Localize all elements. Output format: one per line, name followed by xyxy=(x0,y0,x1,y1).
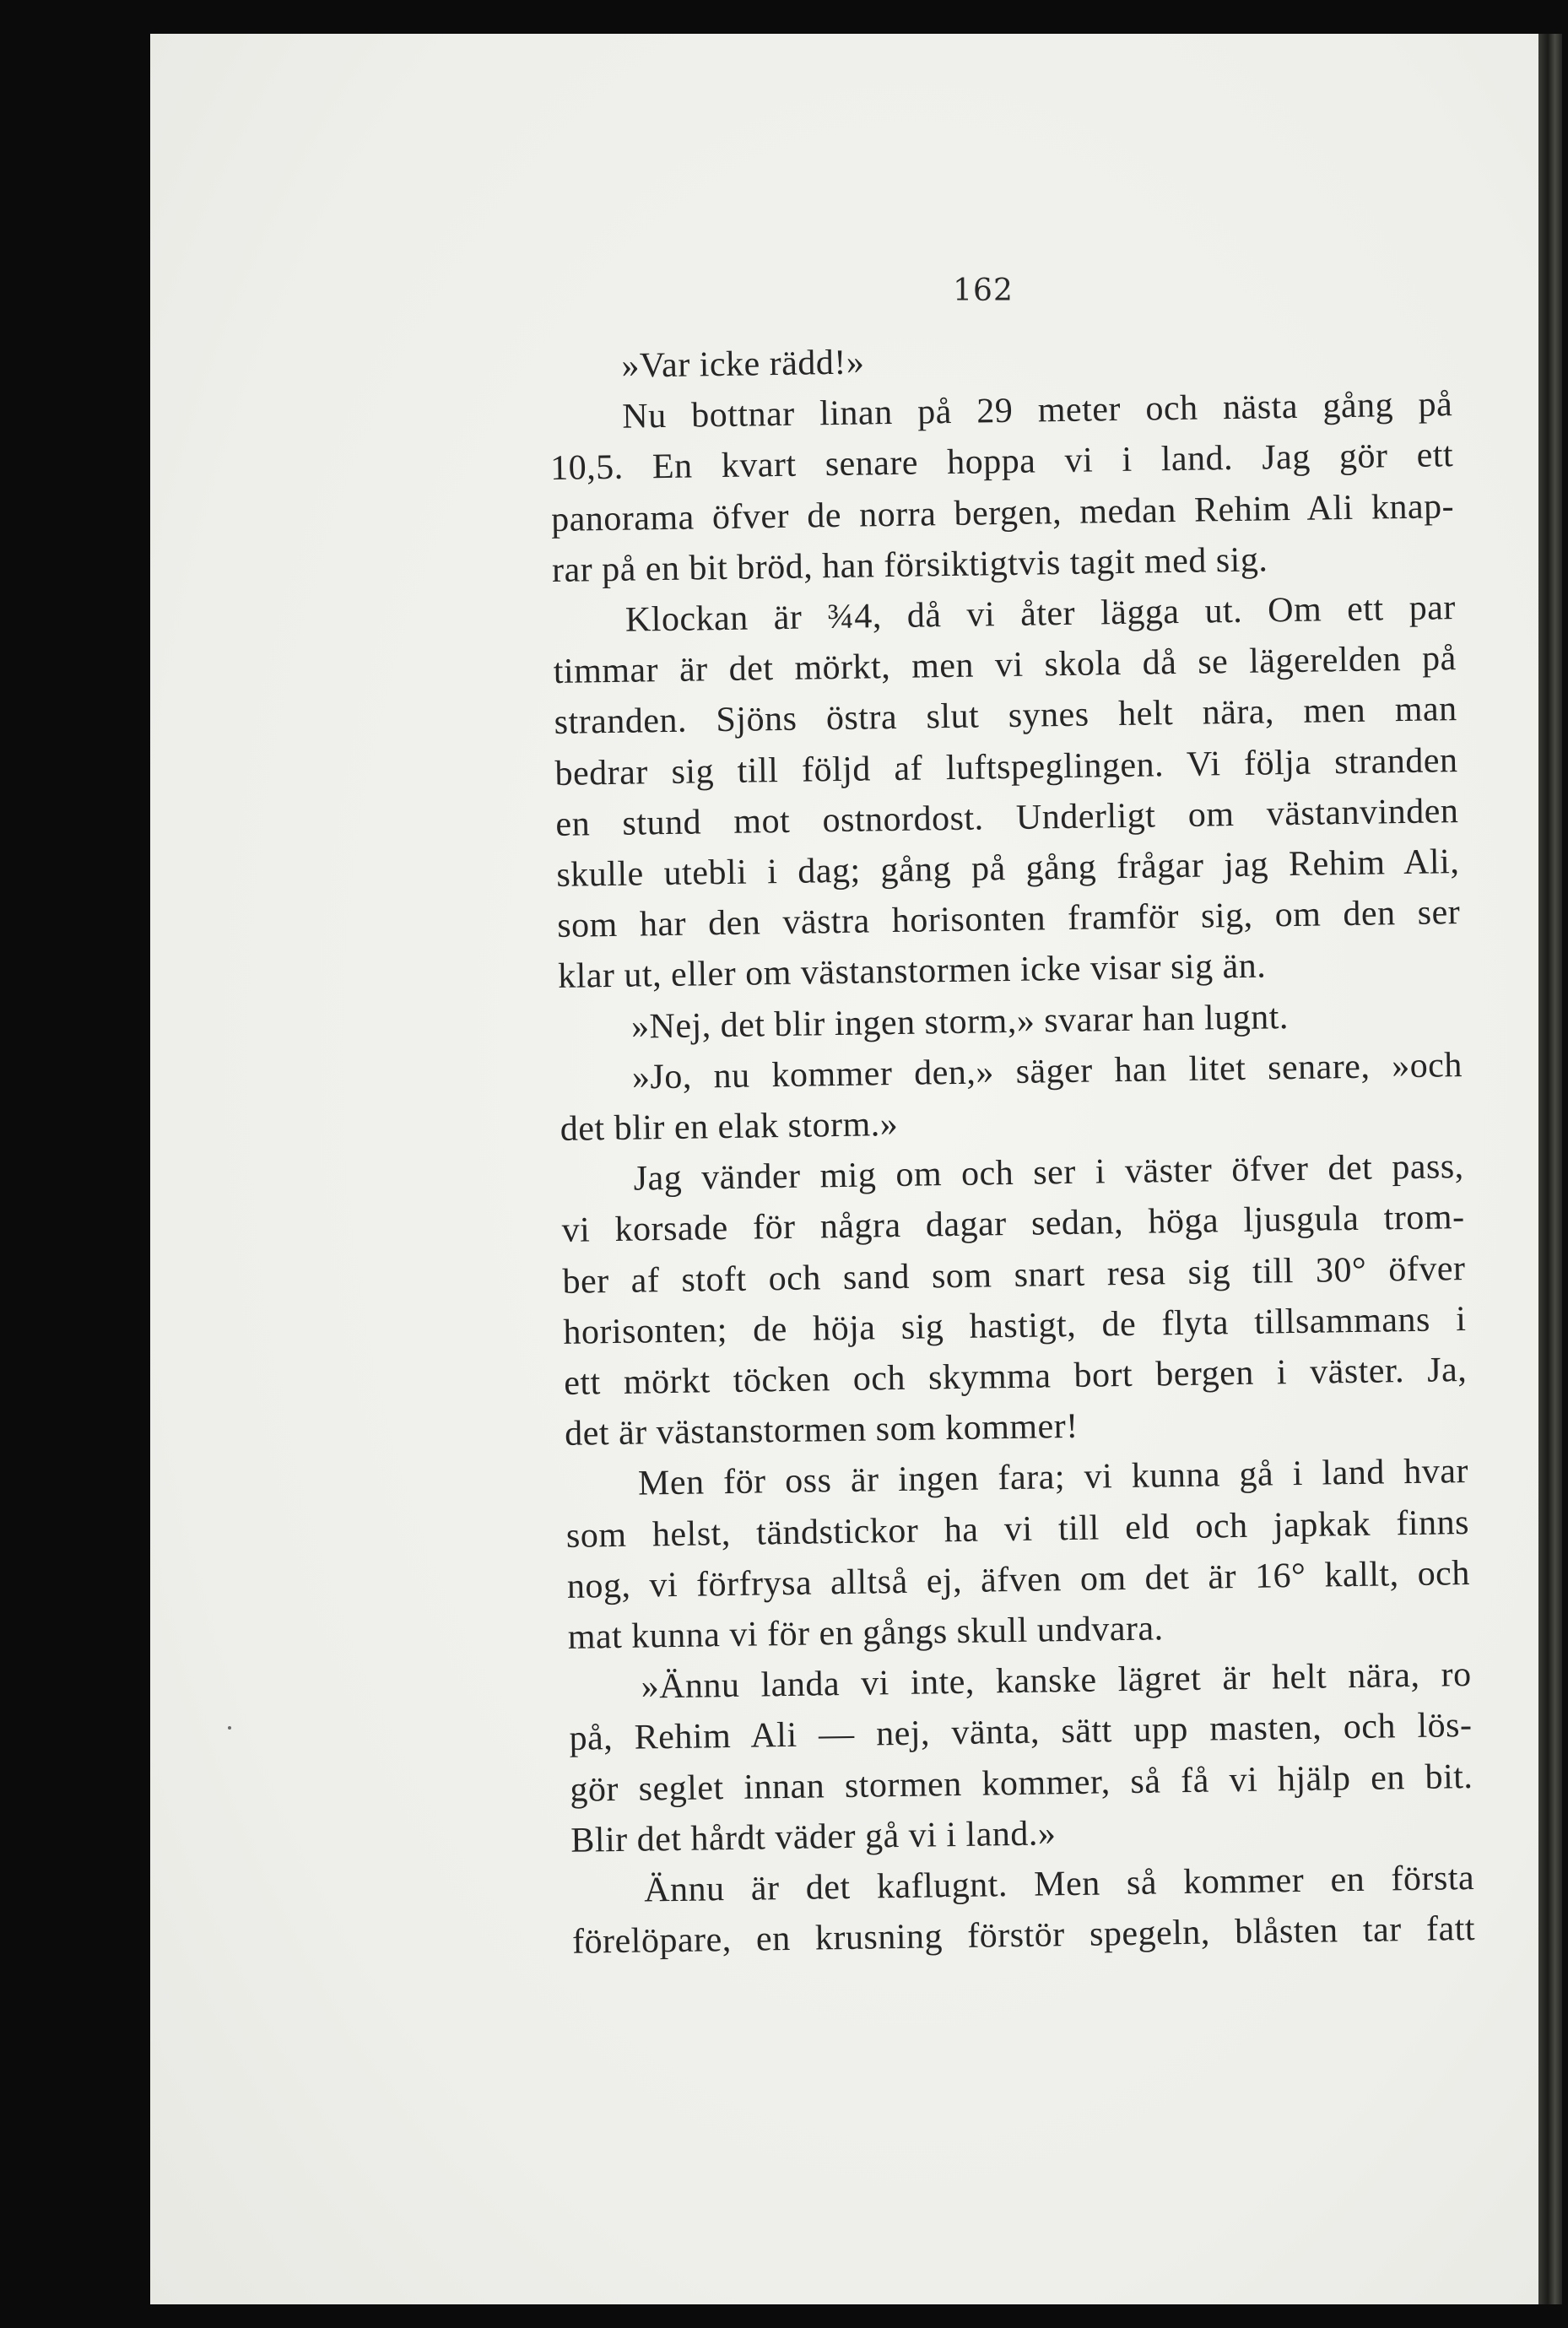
text-line: »Jo, nu kommer den,» säger han litet senare, »och xyxy=(631,1045,1463,1097)
text-line: Men för oss är ingen fara; vi kunna gå i land hvar xyxy=(637,1452,1469,1504)
body-text xyxy=(549,328,1475,1968)
text-line: »Var icke rädd!» xyxy=(621,343,865,386)
text-line: mat kunna vi för en gångs skull undvara. xyxy=(567,1609,1164,1657)
text-line: Jag vänder mig om och ser i väster öfver det pass, xyxy=(633,1147,1464,1199)
text-line: gör seglet innan stormen kommer, så få vi hjälp en bit. xyxy=(570,1757,1473,1810)
text-line: på, Rehim Ali — nej, vänta, sätt upp masten, och lös- xyxy=(569,1706,1473,1759)
text-line: 10,5. En kvart senare hoppa vi i land. Jag gör ett xyxy=(549,436,1454,489)
paper-speck xyxy=(228,1726,231,1730)
text-line: en stund mot ostnordost. Underligt om västanvinden xyxy=(555,791,1459,844)
text-line: Ännu är det kaflugnt. Men så kommer en första xyxy=(643,1859,1475,1910)
text-line: skulle utebli i dag; gång på gång frågar jag Rehim Ali, xyxy=(556,842,1460,895)
text-line: det blir en elak storm.» xyxy=(560,1105,899,1149)
text-line: nog, vi förfrysa alltså ej, äfven om det är 16° kallt, och xyxy=(566,1553,1471,1606)
text-line: ett mörkt töcken och skymma bort bergen i väster. Ja, xyxy=(563,1351,1468,1403)
text-line: Nu bottnar linan på 29 meter och nästa gång på xyxy=(621,385,1453,436)
text-line: Klockan är ¾4, då vi åter lägga ut. Om ett par xyxy=(624,588,1457,640)
text-line: det är västanstormen som kommer! xyxy=(564,1407,1079,1454)
text-line: timmar är det mörkt, men vi skola då se lägerelden på xyxy=(553,639,1457,692)
text-line: »Ännu landa vi inte, kanske lägret är helt nära, ro xyxy=(641,1655,1472,1707)
text-line: bedrar sig till följd af luftspeglingen. Vi följa stranden xyxy=(554,740,1458,793)
text-line: som helst, tändstickor ha vi till eld och japkak finns xyxy=(565,1502,1470,1556)
page-edge xyxy=(1538,34,1562,2304)
text-line: panorama öfver de norra bergen, medan Rehim Ali knap- xyxy=(550,486,1455,539)
text-line: horisonten; de höja sig hastigt, de flyta tillsammans i xyxy=(563,1299,1467,1352)
text-line: stranden. Sjöns östra slut synes helt nära, men man xyxy=(554,690,1457,743)
text-line: som har den västra horisonten framför sig, om den ser xyxy=(556,893,1461,946)
text-line: rar på en bit bröd, han försiktigtvis tagit med sig. xyxy=(551,540,1268,590)
text-line: klar ut, eller om västanstormen icke visar sig än. xyxy=(557,946,1267,997)
text-line: Blir det hårdt väder gå vi i land.» xyxy=(570,1814,1057,1860)
text-line: »Nej, det blir ingen storm,» svarar han lugnt. xyxy=(630,997,1290,1047)
page-number: 162 xyxy=(953,273,1014,308)
text-line: ber af stoft och sand som snart resa sig till 30° öfver xyxy=(562,1248,1466,1302)
text-line: förelöpare, en krusning förstör spegeln, blåsten tar fatt xyxy=(571,1909,1476,1963)
text-line: vi korsade för några dagar sedan, höga ljusgula trom- xyxy=(561,1198,1465,1251)
